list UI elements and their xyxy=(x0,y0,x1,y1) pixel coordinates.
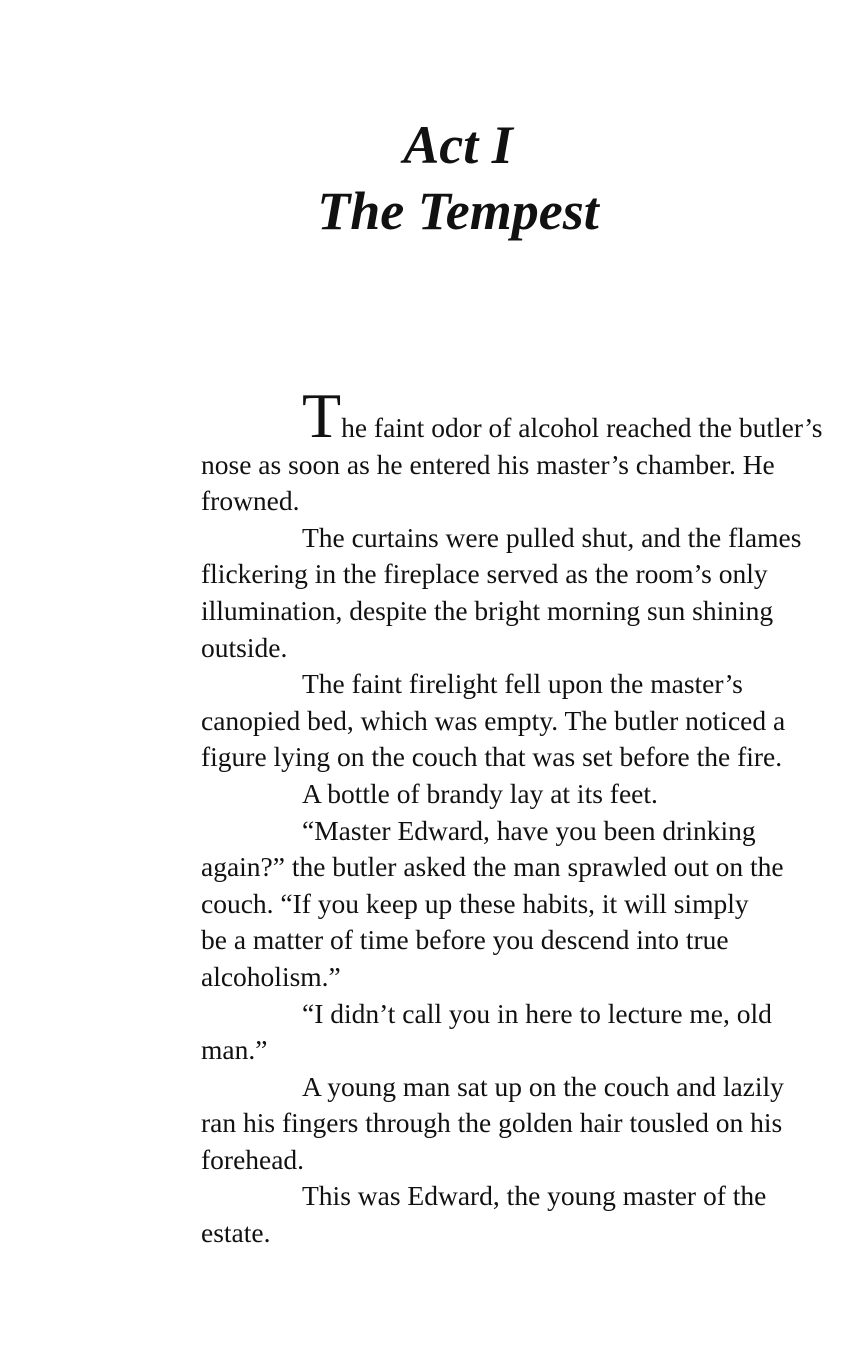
text-line xyxy=(100,380,823,451)
text-line: The faint firelight fell upon the master’s xyxy=(302,668,743,700)
chapter-heading xyxy=(0,112,860,244)
text-line: again?” the butler asked the man sprawled out on the xyxy=(201,851,784,883)
text-line: outside. xyxy=(201,631,288,663)
text-line: couch. “If you keep up these habits, it will simply xyxy=(201,887,749,919)
text-line: forehead. xyxy=(201,1143,305,1175)
text-line: ran his fingers through the golden hair tousled on his xyxy=(201,1107,783,1139)
text-line: frowned. xyxy=(201,485,300,517)
paragraph xyxy=(100,666,786,776)
paragraph xyxy=(100,520,802,666)
text-line: canopied bed, which was empty. The butler noticed a xyxy=(201,704,786,736)
chapter-title: The Tempest xyxy=(317,181,599,241)
text-line: illumination, despite the bright morning sun shining xyxy=(201,594,774,626)
text-line: This was Edward, the young master of the xyxy=(302,1180,767,1212)
text-line: “I didn’t call you in here to lecture me, old xyxy=(302,997,772,1029)
text-line: estate. xyxy=(201,1217,271,1249)
act-number: Act I xyxy=(403,115,513,175)
drop-cap: T xyxy=(302,380,342,451)
text-line: “Master Edward, have you been drinking xyxy=(302,814,756,846)
text-line: flickering in the fireplace served as the room’s only xyxy=(201,558,768,590)
paragraph xyxy=(100,776,780,813)
paragraph xyxy=(100,380,823,520)
text-line-content: he faint odor of alcohol reached the butler’s xyxy=(341,412,823,443)
paragraph xyxy=(100,996,780,1069)
text-line: figure lying on the couch that was set before the fire. xyxy=(201,741,783,773)
text-line: be a matter of time before you descend into true xyxy=(201,924,729,956)
text-line: A bottle of brandy lay at its feet. xyxy=(302,777,658,809)
body-text xyxy=(100,380,823,1252)
paragraph xyxy=(100,813,784,996)
text-line: A young man sat up on the couch and lazily xyxy=(302,1070,784,1102)
paragraph xyxy=(100,1069,784,1179)
text-line: alcoholism.” xyxy=(201,960,341,992)
text-line: The curtains were pulled shut, and the flames xyxy=(302,521,802,553)
paragraph xyxy=(100,1178,780,1251)
text-line: man.” xyxy=(201,1034,268,1066)
text-line: nose as soon as he entered his master’s chamber. He xyxy=(201,448,775,480)
